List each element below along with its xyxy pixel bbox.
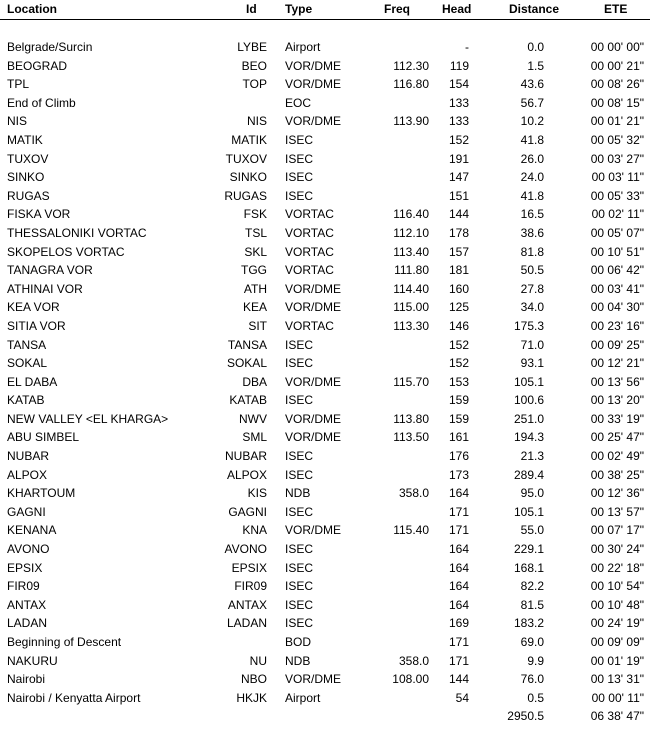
cell-freq: 113.50 bbox=[393, 430, 429, 445]
cell-head: 164 bbox=[448, 579, 469, 594]
cell-ete: 00 10' 54" bbox=[590, 579, 644, 594]
cell-head: 144 bbox=[448, 672, 469, 687]
cell-type: VORTAC bbox=[285, 263, 334, 278]
cell-id: EPSIX bbox=[231, 560, 267, 575]
cell-head: 125 bbox=[448, 300, 469, 315]
cell-ete: 00 00' 21" bbox=[590, 58, 644, 73]
cell-type: ISEC bbox=[285, 504, 314, 519]
table-row bbox=[0, 205, 650, 224]
table-row bbox=[0, 243, 650, 262]
cell-head: 171 bbox=[448, 635, 469, 649]
cell-location: NIS bbox=[7, 114, 28, 129]
cell-type: NDB bbox=[285, 486, 311, 501]
table-row bbox=[0, 503, 650, 522]
cell-type: ISEC bbox=[285, 597, 314, 612]
cell-location: End of Climb bbox=[7, 95, 76, 110]
table-row bbox=[0, 112, 650, 131]
cell-location: THESSALONIKI VORTAC bbox=[7, 225, 147, 240]
cell-distance: 81.8 bbox=[520, 244, 544, 259]
cell-ete: 00 00' 11" bbox=[591, 690, 644, 705]
cell-distance: 56.7 bbox=[520, 95, 544, 110]
cell-location: SKOPELOS VORTAC bbox=[7, 244, 125, 259]
cell-head: 171 bbox=[448, 504, 469, 519]
cell-id: SIT bbox=[248, 318, 267, 333]
cell-distance: 24.0 bbox=[520, 170, 544, 185]
cell-id: ALPOX bbox=[226, 467, 267, 482]
cell-distance: 194.3 bbox=[513, 430, 544, 445]
cell-location: KHARTOUM bbox=[7, 486, 76, 501]
cell-id: AVONO bbox=[224, 542, 267, 557]
cell-ete: 00 38' 25" bbox=[590, 467, 644, 482]
cell-location: SINKO bbox=[7, 170, 45, 185]
table-row bbox=[0, 596, 650, 615]
cell-id: FIR09 bbox=[234, 579, 267, 594]
cell-distance: 16.5 bbox=[520, 207, 544, 222]
cell-freq: 358.0 bbox=[398, 653, 429, 668]
table-row bbox=[0, 410, 650, 429]
cell-location: FIR09 bbox=[7, 579, 40, 594]
cell-distance: 34.0 bbox=[520, 300, 544, 315]
cell-distance: 69.0 bbox=[520, 635, 544, 649]
cell-distance: 183.2 bbox=[513, 616, 544, 631]
cell-type: ISEC bbox=[285, 151, 314, 166]
cell-freq: 111.80 bbox=[394, 263, 429, 278]
cell-ete: 00 24' 19" bbox=[590, 616, 644, 631]
cell-type: EOC bbox=[285, 95, 312, 110]
cell-ete: 00 04' 30" bbox=[590, 300, 644, 315]
cell-distance: 0.0 bbox=[527, 40, 544, 54]
cell-location: KEA VOR bbox=[7, 300, 60, 315]
cell-ete: 00 07' 17" bbox=[590, 523, 644, 538]
cell-distance: 93.1 bbox=[520, 356, 544, 371]
cell-head: 119 bbox=[449, 58, 469, 73]
cell-type: ISEC bbox=[285, 170, 314, 185]
cell-location: Beginning of Descent bbox=[7, 635, 122, 649]
cell-id: NU bbox=[249, 653, 267, 668]
cell-id: NUBAR bbox=[224, 449, 267, 464]
cell-ete: 00 30' 24" bbox=[590, 542, 644, 557]
cell-head: 164 bbox=[448, 597, 469, 612]
cell-ete: 00 13' 57" bbox=[590, 504, 644, 519]
cell-location: EL DABA bbox=[7, 374, 58, 389]
cell-head: 173 bbox=[448, 467, 469, 482]
cell-type: VORTAC bbox=[285, 225, 334, 240]
cell-ete: 00 13' 31" bbox=[590, 672, 644, 687]
table-row bbox=[0, 354, 650, 373]
cell-id: KEA bbox=[242, 300, 267, 315]
cell-location: KATAB bbox=[7, 393, 45, 408]
cell-location: Belgrade/Surcin bbox=[7, 40, 93, 54]
cell-distance: 21.3 bbox=[520, 449, 544, 464]
cell-type: VOR/DME bbox=[285, 114, 342, 129]
cell-id: TANSA bbox=[227, 337, 267, 352]
cell-location: NAKURU bbox=[7, 653, 58, 668]
cell-type: Airport bbox=[285, 40, 321, 54]
table-row bbox=[0, 261, 650, 280]
table-row bbox=[0, 447, 650, 466]
cell-ete: 00 02' 11" bbox=[591, 207, 644, 222]
cell-location: Nairobi bbox=[7, 672, 46, 687]
cell-id: NWV bbox=[239, 411, 267, 426]
cell-head: 152 bbox=[448, 356, 469, 371]
table-row bbox=[0, 428, 650, 447]
cell-head: 144 bbox=[448, 207, 469, 222]
cell-ete: 00 03' 11" bbox=[591, 170, 644, 185]
cell-type: VOR/DME bbox=[285, 58, 342, 73]
table-row bbox=[0, 168, 650, 187]
cell-freq: 112.10 bbox=[393, 225, 429, 240]
cell-ete: 00 13' 56" bbox=[590, 374, 644, 389]
cell-id: TOP bbox=[242, 77, 267, 92]
table-row bbox=[0, 94, 650, 113]
cell-freq: 116.40 bbox=[393, 207, 429, 222]
column-header-type: Type bbox=[285, 2, 313, 16]
cell-ete: 00 13' 20" bbox=[590, 393, 644, 408]
cell-type: BOD bbox=[285, 635, 312, 649]
cell-head: 171 bbox=[448, 523, 469, 538]
cell-ete: 00 33' 19" bbox=[590, 411, 644, 426]
cell-type: VOR/DME bbox=[285, 523, 342, 538]
cell-ete: 00 10' 48" bbox=[590, 597, 644, 612]
cell-id: GAGNI bbox=[228, 504, 267, 519]
cell-distance: 26.0 bbox=[520, 151, 544, 166]
cell-location: Nairobi / Kenyatta Airport bbox=[7, 690, 141, 705]
cell-distance: 175.3 bbox=[513, 318, 544, 333]
cell-location: ALPOX bbox=[7, 467, 48, 482]
column-header-ete: ETE bbox=[604, 2, 628, 16]
cell-ete: 00 06' 42" bbox=[590, 263, 644, 278]
cell-id: NBO bbox=[240, 672, 267, 687]
cell-location: SITIA VOR bbox=[7, 318, 66, 333]
cell-type: Airport bbox=[285, 690, 321, 705]
cell-location: GAGNI bbox=[7, 504, 46, 519]
cell-head: 54 bbox=[455, 690, 469, 705]
cell-type: ISEC bbox=[285, 449, 314, 464]
cell-head: 164 bbox=[448, 486, 469, 501]
table-row bbox=[0, 577, 650, 596]
cell-type: ISEC bbox=[285, 616, 314, 631]
cell-ete: 00 08' 26" bbox=[590, 77, 644, 92]
cell-id: ATH bbox=[243, 281, 267, 296]
cell-head: 133 bbox=[448, 114, 469, 129]
cell-head: 160 bbox=[448, 281, 469, 296]
cell-ete: 00 01' 19" bbox=[590, 653, 644, 668]
cell-location: TANSA bbox=[7, 337, 47, 352]
cell-head: 176 bbox=[448, 449, 469, 464]
table-row bbox=[0, 57, 650, 76]
cell-location: FISKA VOR bbox=[7, 207, 71, 222]
cell-distance: 251.0 bbox=[513, 411, 544, 426]
cell-ete: 00 25' 47" bbox=[590, 430, 644, 445]
cell-id: NIS bbox=[246, 114, 267, 129]
cell-head: 157 bbox=[448, 244, 469, 259]
cell-head: 152 bbox=[448, 132, 469, 147]
cell-freq: 116.80 bbox=[393, 77, 429, 92]
table-row bbox=[0, 131, 650, 150]
table-row bbox=[0, 187, 650, 206]
cell-head: 164 bbox=[448, 542, 469, 557]
cell-location: NUBAR bbox=[7, 449, 50, 464]
cell-id: KNA bbox=[242, 523, 267, 538]
table-row bbox=[0, 317, 650, 336]
cell-distance: 76.0 bbox=[520, 672, 544, 687]
cell-location: LADAN bbox=[7, 616, 48, 631]
table-row bbox=[0, 484, 650, 503]
cell-location: ANTAX bbox=[7, 597, 47, 612]
cell-ete: 00 00' 00" bbox=[590, 40, 644, 54]
cell-head: 153 bbox=[448, 374, 469, 389]
cell-freq: 113.80 bbox=[393, 411, 429, 426]
cell-ete: 00 05' 07" bbox=[590, 225, 644, 240]
cell-location: ATHINAI VOR bbox=[7, 281, 83, 296]
table-row bbox=[0, 224, 650, 243]
cell-ete: 00 09' 25" bbox=[590, 337, 644, 352]
cell-type: ISEC bbox=[285, 337, 314, 352]
cell-ete: 00 05' 32" bbox=[590, 132, 644, 147]
cell-distance: 41.8 bbox=[520, 188, 544, 203]
cell-id: FSK bbox=[243, 207, 267, 222]
cell-id: ANTAX bbox=[227, 597, 267, 612]
cell-ete: 00 08' 15" bbox=[590, 95, 644, 110]
cell-type: VOR/DME bbox=[285, 77, 342, 92]
table-row bbox=[0, 540, 650, 559]
cell-freq: 115.40 bbox=[393, 523, 429, 538]
table-row bbox=[0, 336, 650, 355]
cell-location: TUXOV bbox=[7, 151, 49, 166]
cell-ete: 00 03' 27" bbox=[590, 151, 644, 166]
cell-type: ISEC bbox=[285, 579, 314, 594]
cell-freq: 115.00 bbox=[393, 300, 429, 315]
cell-head: 154 bbox=[448, 77, 469, 92]
cell-head: 164 bbox=[448, 560, 469, 575]
cell-distance: 105.1 bbox=[513, 374, 544, 389]
cell-head: 152 bbox=[448, 337, 469, 352]
table-row bbox=[0, 633, 650, 652]
table-row bbox=[0, 150, 650, 169]
cell-distance: 38.6 bbox=[520, 225, 544, 240]
cell-location: TPL bbox=[7, 77, 30, 92]
cell-location: NEW VALLEY <EL KHARGA> bbox=[7, 411, 169, 426]
table-row bbox=[0, 559, 650, 578]
total-distance: 2950.5 bbox=[507, 709, 544, 724]
cell-distance: 100.6 bbox=[513, 393, 544, 408]
cell-distance: 9.9 bbox=[527, 653, 544, 668]
cell-freq: 358.0 bbox=[398, 486, 429, 501]
cell-ete: 00 09' 09" bbox=[590, 635, 644, 649]
cell-type: ISEC bbox=[285, 542, 314, 557]
cell-id: SML bbox=[242, 430, 267, 445]
cell-distance: 1.5 bbox=[527, 58, 544, 73]
cell-location: SOKAL bbox=[7, 356, 48, 371]
cell-type: VOR/DME bbox=[285, 411, 342, 426]
cell-type: ISEC bbox=[285, 188, 314, 203]
cell-distance: 229.1 bbox=[513, 542, 544, 557]
table-row bbox=[0, 75, 650, 94]
cell-location: KENANA bbox=[7, 523, 57, 538]
cell-distance: 95.0 bbox=[520, 486, 544, 501]
cell-location: BEOGRAD bbox=[7, 58, 68, 73]
cell-head: 169 bbox=[448, 616, 469, 631]
cell-distance: 0.5 bbox=[527, 690, 544, 705]
cell-type: VORTAC bbox=[285, 318, 334, 333]
cell-head: 159 bbox=[448, 393, 469, 408]
column-header-location: Location bbox=[7, 2, 57, 16]
cell-type: VOR/DME bbox=[285, 374, 342, 389]
cell-id: DBA bbox=[242, 374, 267, 389]
cell-distance: 81.5 bbox=[520, 597, 544, 612]
cell-id: SOKAL bbox=[226, 356, 267, 371]
table-row bbox=[0, 280, 650, 299]
cell-distance: 41.8 bbox=[520, 132, 544, 147]
cell-type: ISEC bbox=[285, 560, 314, 575]
cell-distance: 289.4 bbox=[513, 467, 544, 482]
cell-head: - bbox=[465, 40, 469, 54]
cell-location: MATIK bbox=[7, 132, 43, 147]
column-header-head: Head bbox=[442, 2, 472, 16]
cell-distance: 82.2 bbox=[520, 579, 544, 594]
cell-freq: 114.40 bbox=[393, 281, 429, 296]
cell-type: VOR/DME bbox=[285, 281, 342, 296]
cell-head: 181 bbox=[448, 263, 469, 278]
table-row bbox=[0, 466, 650, 485]
cell-freq: 113.90 bbox=[393, 114, 429, 129]
cell-freq: 115.70 bbox=[393, 374, 429, 389]
cell-ete: 00 10' 51" bbox=[590, 244, 644, 259]
cell-type: ISEC bbox=[285, 467, 314, 482]
table-row bbox=[0, 298, 650, 317]
cell-distance: 27.8 bbox=[520, 281, 544, 296]
cell-distance: 168.1 bbox=[513, 560, 544, 575]
cell-freq: 113.30 bbox=[393, 318, 429, 333]
cell-ete: 00 23' 16" bbox=[590, 318, 644, 333]
cell-id: SKL bbox=[244, 244, 267, 259]
table-row bbox=[0, 689, 650, 708]
cell-ete: 00 05' 33" bbox=[590, 188, 644, 203]
cell-location: RUGAS bbox=[7, 188, 50, 203]
cell-type: VOR/DME bbox=[285, 430, 342, 445]
table-row bbox=[0, 391, 650, 410]
cell-ete: 00 22' 18" bbox=[590, 560, 644, 575]
total-ete: 06 38' 47" bbox=[590, 709, 644, 724]
flight-plan-table bbox=[0, 38, 650, 725]
table-row bbox=[0, 614, 650, 633]
cell-type: VORTAC bbox=[285, 207, 334, 222]
column-header-distance: Distance bbox=[509, 2, 560, 16]
cell-distance: 105.1 bbox=[513, 504, 544, 519]
cell-head: 133 bbox=[448, 95, 469, 110]
cell-id: TSL bbox=[244, 225, 267, 240]
totals-row bbox=[0, 707, 650, 725]
table-header bbox=[0, 0, 650, 20]
cell-location: ABU SIMBEL bbox=[7, 430, 80, 445]
cell-type: VOR/DME bbox=[285, 672, 342, 687]
cell-type: NDB bbox=[285, 653, 311, 668]
cell-id: TUXOV bbox=[225, 151, 267, 166]
cell-distance: 50.5 bbox=[520, 263, 544, 278]
cell-head: 171 bbox=[448, 653, 469, 668]
cell-head: 161 bbox=[448, 430, 469, 445]
cell-head: 146 bbox=[448, 318, 469, 333]
cell-id: LYBE bbox=[237, 40, 267, 54]
cell-id: KATAB bbox=[229, 393, 267, 408]
table-row bbox=[0, 38, 650, 57]
table-row bbox=[0, 373, 650, 392]
cell-head: 151 bbox=[448, 188, 469, 203]
table-row bbox=[0, 521, 650, 540]
cell-head: 191 bbox=[448, 151, 469, 166]
cell-head: 178 bbox=[448, 225, 469, 240]
cell-location: AVONO bbox=[7, 542, 50, 557]
cell-type: ISEC bbox=[285, 393, 314, 408]
cell-id: LADAN bbox=[226, 616, 267, 631]
cell-id: RUGAS bbox=[224, 188, 267, 203]
cell-location: EPSIX bbox=[7, 560, 43, 575]
cell-id: MATIK bbox=[231, 132, 267, 147]
cell-distance: 55.0 bbox=[520, 523, 544, 538]
column-header-id: Id bbox=[246, 2, 257, 16]
column-header-freq: Freq bbox=[384, 2, 411, 16]
cell-id: BEO bbox=[241, 58, 267, 73]
cell-freq: 113.40 bbox=[393, 244, 429, 259]
cell-ete: 00 01' 21" bbox=[590, 114, 644, 129]
cell-ete: 00 02' 49" bbox=[590, 449, 644, 464]
cell-location: TANAGRA VOR bbox=[7, 263, 93, 278]
cell-head: 147 bbox=[448, 170, 469, 185]
cell-head: 159 bbox=[448, 411, 469, 426]
cell-ete: 00 12' 36" bbox=[590, 486, 644, 501]
cell-id: KIS bbox=[247, 486, 267, 501]
cell-id: SINKO bbox=[229, 170, 267, 185]
cell-freq: 108.00 bbox=[392, 672, 429, 687]
cell-type: VOR/DME bbox=[285, 300, 342, 315]
cell-distance: 71.0 bbox=[520, 337, 544, 352]
cell-type: ISEC bbox=[285, 356, 314, 371]
cell-id: HKJK bbox=[236, 690, 267, 705]
table-row bbox=[0, 652, 650, 671]
cell-id: TGG bbox=[241, 263, 267, 278]
cell-freq: 112.30 bbox=[393, 58, 429, 73]
table-row bbox=[0, 670, 650, 689]
cell-type: ISEC bbox=[285, 132, 314, 147]
cell-distance: 10.2 bbox=[520, 114, 544, 129]
cell-ete: 00 12' 21" bbox=[590, 356, 644, 371]
cell-ete: 00 03' 41" bbox=[590, 281, 644, 296]
cell-type: VORTAC bbox=[285, 244, 334, 259]
cell-distance: 43.6 bbox=[520, 77, 544, 92]
